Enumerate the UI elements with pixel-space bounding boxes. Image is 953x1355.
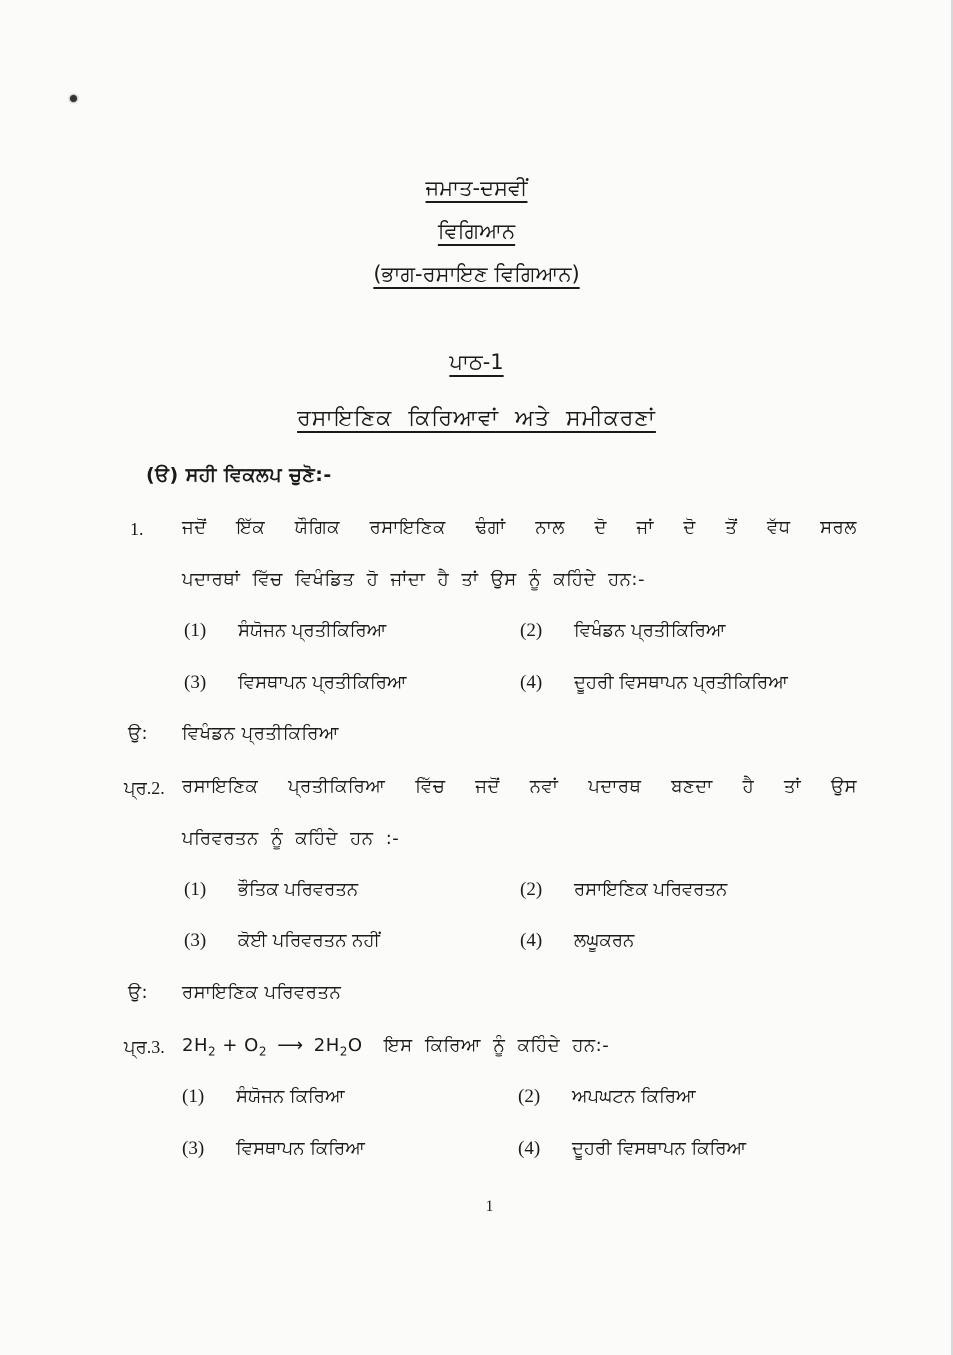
word: ਦੋ bbox=[683, 517, 696, 538]
word: ਜਾਂ bbox=[636, 517, 654, 538]
q1-option-2: (2) ਵਿਖੰਡਨ ਪ੍ਰਤੀਕਿਰਿਆ bbox=[520, 620, 726, 641]
q2-option-4: (4) ਲਘੂਕਰਨ bbox=[520, 930, 635, 951]
word: ਰਸਾਇਣਿਕ bbox=[182, 776, 259, 797]
word: ਤੋਂ bbox=[725, 517, 738, 538]
question-2-line1 bbox=[182, 776, 857, 797]
q1-answer-label: ਉ: bbox=[128, 723, 149, 744]
word: ਹੈ bbox=[742, 776, 755, 797]
q3-option-1: (1) ਸੰਯੋਜਨ ਕਿਰਿਆ bbox=[182, 1086, 345, 1107]
word: ਢੰਗਾਂ bbox=[475, 517, 506, 538]
word: ਇੱਕ bbox=[236, 517, 266, 538]
word: ਜਦੋਂ bbox=[182, 517, 207, 538]
subject-heading: ਵਿਗਿਆਨ bbox=[437, 219, 516, 243]
q3-option-4: (4) ਦੂਹਰੀ ਵਿਸਥਾਪਨ ਕਿਰਿਆ bbox=[518, 1138, 747, 1159]
word: ਪ੍ਰਤੀਕਿਰਿਆ bbox=[288, 776, 386, 797]
word: ਰਸਾਇਣਿਕ bbox=[369, 517, 446, 538]
chapter-heading: ਪਾਠ-1 bbox=[449, 350, 504, 374]
question-3-number: ਪ੍ਰ.3. bbox=[124, 1037, 165, 1057]
scan-speck bbox=[70, 95, 77, 102]
word: ਸਰਲ bbox=[820, 517, 857, 538]
q2-answer-label: ਉ: bbox=[128, 982, 149, 1003]
q2-answer: ਰਸਾਇਣਿਕ ਪਰਿਵਰਤਨ bbox=[182, 982, 342, 1003]
question-3-equation: $2H_2 + O_2$ ⟶ $2H_2O$ bbox=[182, 1035, 363, 1059]
question-2-number: ਪ੍ਰ.2. bbox=[124, 778, 165, 798]
q3-option-2: (2) ਅਪਘਟਨ ਕਿਰਿਆ bbox=[518, 1086, 696, 1107]
question-3-text: ਇਸ ਕਿਰਿਆ ਨੂੰ ਕਹਿੰਦੇ ਹਨ:- bbox=[384, 1035, 610, 1056]
question-1-number: 1. bbox=[130, 519, 144, 539]
q1-option-3: (3) ਵਿਸਥਾਪਨ ਪ੍ਰਤੀਕਿਰਿਆ bbox=[184, 672, 407, 693]
word: ਬਣਦਾ bbox=[671, 776, 713, 797]
word: ਦੋ bbox=[594, 517, 607, 538]
q1-option-1: (1) ਸੰਯੋਜਨ ਪ੍ਰਤੀਕਿਰਿਆ bbox=[184, 620, 387, 641]
question-1-line2: ਪਦਾਰਥਾਂ ਵਿੱਚ ਵਿਖੰਡਿਤ ਹੋ ਜਾਂਦਾ ਹੈ ਤਾਂ ਉਸ ਨੂੰ ਕਹਿੰਦੇ ਹਨ:- bbox=[182, 569, 645, 590]
word: ਵਿੱਚ bbox=[415, 776, 446, 797]
word: ਤਾਂ bbox=[784, 776, 802, 797]
reaction-arrow-icon: ⟶ bbox=[277, 1035, 304, 1056]
word: ਉਸ bbox=[830, 776, 857, 797]
word: ਜਦੋਂ bbox=[475, 776, 500, 797]
q1-option-4: (4) ਦੂਹਰੀ ਵਿਸਥਾਪਨ ਪ੍ਰਤੀਕਿਰਿਆ bbox=[520, 672, 788, 693]
question-1-line1 bbox=[182, 517, 857, 538]
class-heading: ਜਮਾਤ-ਦਸਵੀਂ bbox=[425, 176, 528, 200]
part-heading: (ਭਾਗ-ਰਸਾਇਣ ਵਿਗਿਆਨ) bbox=[373, 262, 580, 286]
word: ਵੱਧ bbox=[766, 517, 791, 538]
page-number: 1 bbox=[485, 1198, 494, 1215]
word: ਨਾਲ bbox=[535, 517, 565, 538]
question-2-line2: ਪਰਿਵਰਤਨ ਨੂੰ ਕਹਿੰਦੇ ਹਨ :- bbox=[182, 828, 400, 849]
q3-option-3: (3) ਵਿਸਥਾਪਨ ਕਿਰਿਆ bbox=[182, 1138, 365, 1159]
chapter-title: ਰਸਾਇਣਿਕ ਕਿਰਿਆਵਾਂ ਅਤੇ ਸਮੀਕਰਣਾਂ bbox=[297, 406, 656, 431]
section-heading: (ੳ) ਸਹੀ ਵਿਕਲਪ ਚੁਣੋ:- bbox=[146, 464, 332, 486]
word: ਨਵਾਂ bbox=[529, 776, 559, 797]
q1-answer: ਵਿਖੰਡਨ ਪ੍ਰਤੀਕਿਰਿਆ bbox=[182, 723, 339, 744]
word: ਪਦਾਰਥ bbox=[588, 776, 642, 797]
word: ਯੌਗਿਕ bbox=[294, 517, 341, 538]
q2-option-2: (2) ਰਸਾਇਣਿਕ ਪਰਿਵਰਤਨ bbox=[520, 879, 728, 900]
q2-option-3: (3) ਕੋਈ ਪਰਿਵਰਤਨ ਨਹੀਂ bbox=[184, 930, 380, 951]
q2-option-1: (1) ਭੌਤਿਕ ਪਰਿਵਰਤਨ bbox=[184, 879, 359, 900]
